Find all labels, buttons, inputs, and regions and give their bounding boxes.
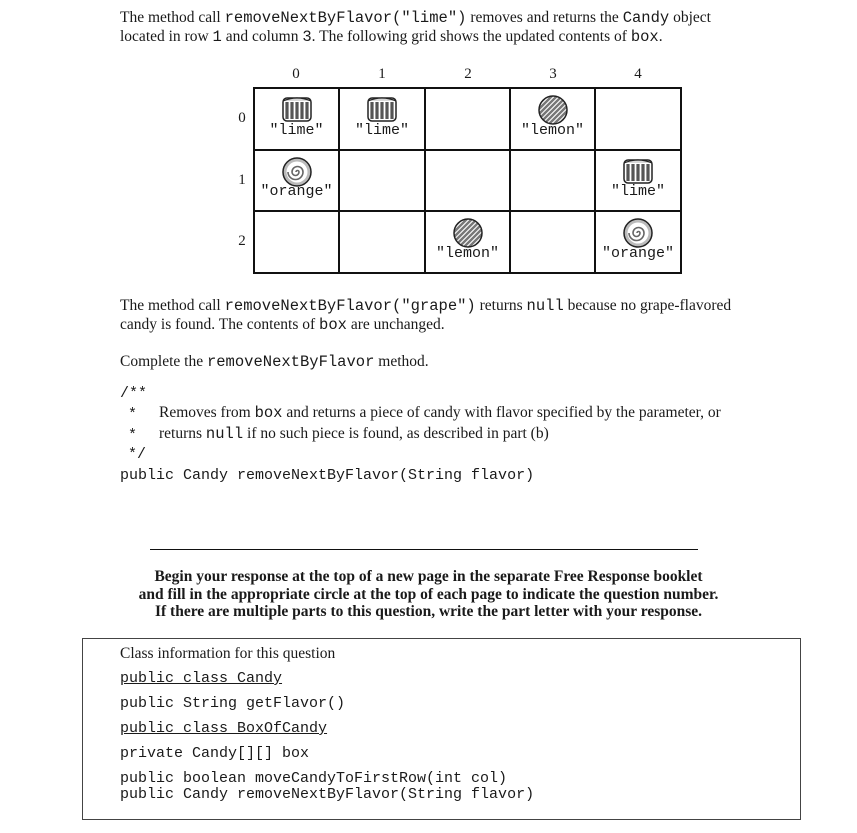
cell-flavor-label: "lemon": [520, 122, 584, 139]
grape-text: because no grape-flavored: [563, 297, 732, 314]
grid-cell-r0-c2: [426, 89, 511, 151]
grid-cell-r2-c1: [340, 212, 426, 272]
column-label-0: 0: [292, 66, 300, 82]
method-signature: public Candy removeNextByFlavor(String flavor): [120, 467, 535, 484]
javadoc-text: if no such piece is found, as described in part (b): [243, 425, 549, 442]
row-label-0: 0: [238, 110, 246, 126]
grid-cell-r1-c2: [426, 151, 511, 212]
cell-flavor-label: "orange": [601, 245, 674, 262]
inline-code: removeNextByFlavor("grape"): [224, 297, 476, 315]
get-flavor-method: public String getFlavor(): [120, 695, 346, 712]
javadoc-star: *: [128, 427, 138, 444]
cell-flavor-label: "lemon": [435, 245, 499, 262]
instruction-line: If there are multiple parts to this question, write the part letter with your response.: [154, 603, 703, 620]
grid-cell-r0-c0: [255, 89, 340, 151]
row-label-2: 2: [238, 233, 246, 249]
inline-code: null: [205, 425, 244, 443]
intro-text: object: [669, 9, 711, 26]
javadoc-text: returns: [159, 425, 206, 442]
intro-text: located in row: [120, 28, 213, 45]
inline-code: null: [526, 297, 564, 315]
row-label-1: 1: [238, 172, 246, 188]
inline-code: box: [630, 28, 659, 46]
column-label-3: 3: [549, 66, 557, 82]
grid-cell-r0-c3: [511, 89, 596, 151]
complete-text: method.: [374, 353, 429, 370]
box-field: private Candy[][] box: [120, 745, 310, 762]
intro-text: and column: [221, 28, 303, 45]
cell-flavor-label: "lime": [354, 122, 409, 139]
grape-text: candy is found. The contents of: [120, 316, 320, 333]
grid-cell-r2-c2: [426, 212, 511, 272]
class-boxofcandy-declaration: public class BoxOfCandy: [120, 720, 328, 737]
grape-line-2: [120, 316, 445, 334]
intro-line-2: [120, 28, 663, 46]
intro-text: The method call: [120, 9, 225, 26]
grid-cell-r1-c4: [596, 151, 680, 212]
inline-code: removeNextByFlavor: [206, 353, 375, 371]
class-candy-declaration: public class Candy: [120, 670, 283, 687]
inline-code: box: [319, 316, 347, 334]
column-label-1: 1: [378, 66, 386, 82]
column-label-2: 2: [464, 66, 472, 82]
move-candy-method: public boolean moveCandyToFirstRow(int col): [120, 770, 508, 787]
grid-cell-r1-c3: [511, 151, 596, 212]
intro-text: .: [658, 28, 663, 45]
intro-text: . The following grid shows the updated contents of: [311, 28, 631, 45]
complete-text: Complete the: [120, 353, 207, 370]
grid-cell-r0-c4: [596, 89, 680, 151]
cell-flavor-label: "lime": [610, 183, 665, 200]
javadoc-line-1: [159, 404, 721, 422]
javadoc-text: and returns a piece of candy with flavor specified by the parameter, or: [282, 404, 721, 421]
grape-text: are unchanged.: [346, 316, 445, 333]
inline-code: 1: [212, 28, 222, 46]
complete-instruction: [120, 353, 429, 371]
grid-cell-r2-c0: [255, 212, 340, 272]
column-label-4: 4: [634, 66, 642, 82]
grid-cell-r1-c0: [255, 151, 340, 212]
class-info-title: Class information for this question: [120, 645, 336, 662]
grape-text: returns: [475, 297, 527, 314]
javadoc-text: Removes from: [159, 404, 255, 421]
grid-cell-r2-c4: [596, 212, 680, 272]
candy-grid: [253, 87, 682, 274]
javadoc-star: *: [128, 406, 138, 423]
class-information-box: [82, 638, 801, 820]
cell-flavor-label: "lime": [269, 122, 324, 139]
inline-code: 3: [302, 28, 312, 46]
javadoc-line-2: [159, 425, 549, 443]
instruction-line: and fill in the appropriate circle at the top of each page to indicate the question number.: [138, 585, 719, 603]
grid-cell-r0-c1: [340, 89, 426, 151]
divider-rule: [150, 549, 698, 550]
inline-code: Candy: [622, 9, 670, 27]
inline-code: removeNextByFlavor("lime"): [224, 9, 467, 27]
intro-line-1: [120, 9, 711, 27]
javadoc-close: */: [128, 446, 147, 463]
response-instructions: [100, 568, 757, 621]
grape-line-1: [120, 297, 731, 315]
instruction-line: Begin your response at the top of a new page in the separate Free Response booklet: [154, 568, 703, 585]
grid-cell-r2-c3: [511, 212, 596, 272]
javadoc-open: /**: [120, 385, 148, 402]
cell-flavor-label: "orange": [260, 183, 333, 200]
remove-next-method: public Candy removeNextByFlavor(String flavor): [120, 786, 535, 803]
intro-text: removes and returns the: [466, 9, 623, 26]
inline-code: box: [254, 404, 283, 422]
grid-cell-r1-c1: [340, 151, 426, 212]
grape-text: The method call: [120, 297, 225, 314]
